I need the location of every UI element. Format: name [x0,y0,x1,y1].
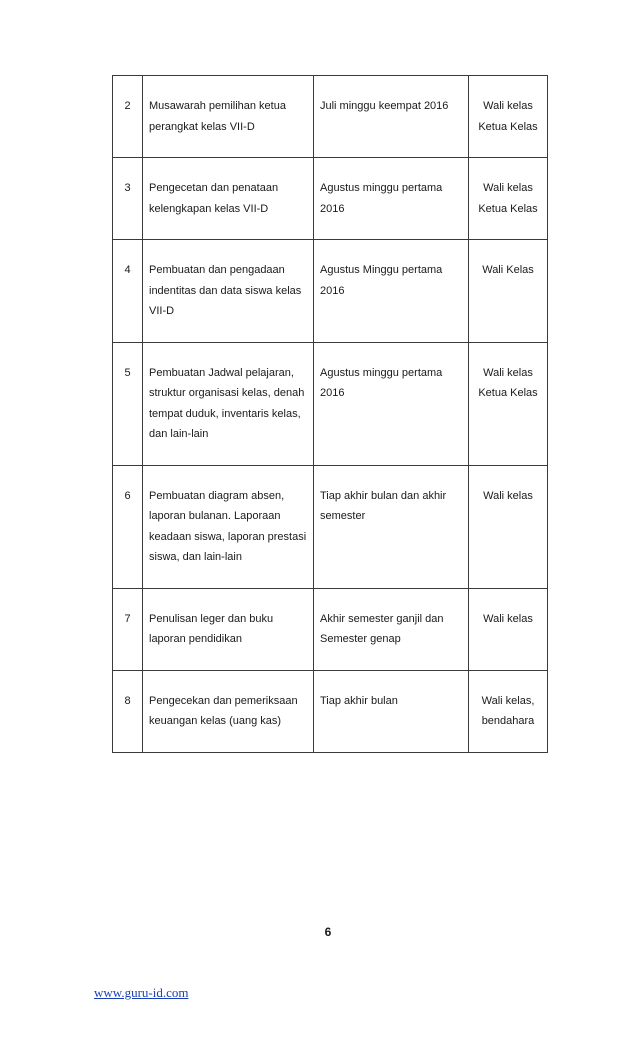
responsible-cell [469,588,548,670]
activity-cell-line: siswa, dan lain-lain [149,551,242,563]
time-cell-line: Akhir semester ganjil dan [320,612,444,625]
activity-cell-line: tempat duduk, inventaris kelas, [149,407,301,420]
table-row [113,670,548,752]
activity-cell-line: laporan bulanan. Laporaan [149,510,281,522]
time-cell [314,588,469,670]
row-number-cell [113,588,143,670]
activity-cell [143,342,314,465]
row-number-cell-text: 8 [124,694,131,707]
activity-cell-line: Musawarah pemilihan ketua [149,100,286,112]
time-cell-line: Tiap akhir bulan [320,694,398,707]
activity-cell-line: keuangan kelas (uang kas) [149,715,282,727]
activity-cell-line: dan lain-lain [149,428,209,440]
table-row [113,465,548,588]
activity-cell [143,588,314,670]
time-cell [314,76,469,158]
activity-cell-line: Pengecekan dan pemeriksaan [149,694,298,707]
time-cell-line: Agustus Minggu pertama [320,264,443,276]
responsible-cell [469,670,548,752]
time-cell-line: Semester genap [320,633,401,645]
row-number-cell-text: 2 [124,100,131,112]
responsible-cell-line: Wali kelas [483,100,533,112]
row-number-cell [113,240,143,343]
activity-cell-line: VII-D [149,305,175,317]
time-cell [314,465,469,588]
table-row [113,588,548,670]
time-cell-line: 2016 [320,202,345,215]
time-cell-line: Agustus minggu pertama [320,182,443,194]
schedule-table-body [113,76,548,753]
responsible-cell [469,158,548,240]
responsible-cell [469,76,548,158]
responsible-cell-line: Wali Kelas [482,264,534,276]
responsible-cell-line: Ketua Kelas [478,202,538,215]
row-number-cell-text: 7 [124,612,131,625]
responsible-cell [469,342,548,465]
time-cell-line: 2016 [320,284,345,297]
responsible-cell-line: bendahara [481,715,535,727]
row-number-cell [113,158,143,240]
table-row [113,342,548,465]
responsible-cell-line: Wali kelas [483,612,533,625]
responsible-cell-line: Ketua Kelas [478,120,538,133]
row-number-cell-text: 3 [124,182,131,194]
activity-cell-line: keadaan siswa, laporan prestasi [149,530,307,543]
time-cell [314,670,469,752]
activity-cell-line: Pembuatan diagram absen, [149,489,285,502]
page-number: 6 [324,925,332,939]
responsible-cell-line: Wali kelas, [481,694,535,707]
row-number-cell-text: 4 [124,264,131,276]
responsible-cell-line: Wali kelas [483,489,533,502]
time-cell-line: semester [320,510,366,522]
activity-cell-line: Penulisan leger dan buku [149,612,274,625]
activity-cell-line: struktur organisasi kelas, denah [149,387,305,399]
time-cell-line: Tiap akhir bulan dan akhir [320,489,447,502]
activity-cell-line: Pembuatan Jadwal pelajaran, [149,366,294,379]
time-cell [314,342,469,465]
time-cell-line: 2016 [320,387,345,399]
row-number-cell [113,670,143,752]
row-number-cell [113,465,143,588]
activity-cell [143,158,314,240]
footer-website-link[interactable]: www.guru-id.com [94,985,189,1000]
time-cell-line: Agustus minggu pertama [320,366,443,379]
activity-cell-line: Pembuatan dan pengadaan [149,264,285,276]
row-number-cell [113,76,143,158]
activity-cell-line: perangkat kelas VII-D [149,120,255,133]
time-cell [314,240,469,343]
table-row [113,76,548,158]
time-cell [314,158,469,240]
activity-cell-line: laporan pendidikan [149,633,242,645]
responsible-cell [469,240,548,343]
activity-cell-line: Pengecetan dan penataan [149,182,279,194]
activity-cell-line: kelengkapan kelas VII-D [149,202,269,215]
table-row [113,158,548,240]
responsible-cell-line: Ketua Kelas [478,387,538,399]
schedule-table [112,75,548,753]
time-cell-line: Juli minggu keempat 2016 [320,100,449,112]
row-number-cell [113,342,143,465]
activity-cell [143,240,314,343]
responsible-cell-line: Wali kelas [483,182,533,194]
row-number-cell-text: 5 [124,366,131,379]
responsible-cell-line: Wali kelas [483,366,533,379]
activity-cell [143,465,314,588]
row-number-cell-text: 6 [124,489,131,502]
responsible-cell [469,465,548,588]
activity-cell-line: indentitas dan data siswa kelas [149,284,302,297]
activity-cell [143,670,314,752]
activity-cell [143,76,314,158]
table-row [113,240,548,343]
